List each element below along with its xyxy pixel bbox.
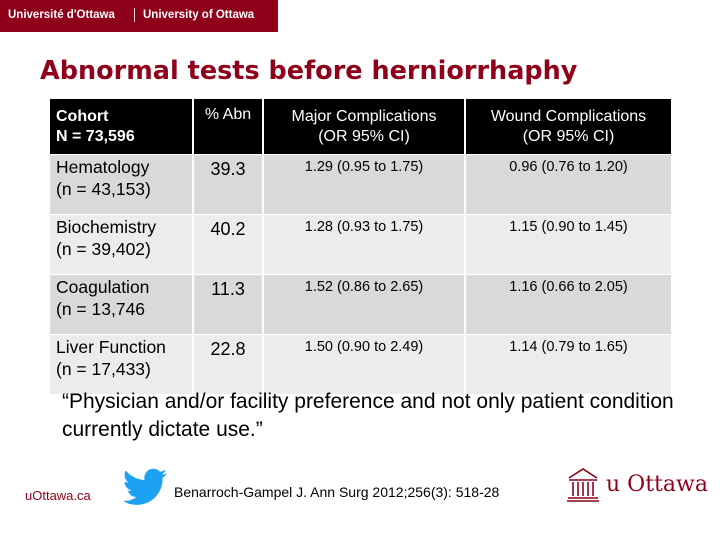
cohort-name: Hematology [56, 157, 150, 177]
header-cohort [50, 99, 193, 155]
abn-cell: 40.2 [193, 215, 263, 275]
header-wound-line2: (OR 95% CI) [522, 127, 615, 145]
header-abn-line1: % Abn [204, 106, 252, 123]
table-header-row [50, 99, 671, 155]
abn-cell: 11.3 [193, 275, 263, 335]
abn-cell: 22.8 [193, 335, 263, 395]
wound-cell: 1.15 (0.90 to 1.45) [465, 215, 671, 275]
table-row [50, 215, 671, 275]
major-cell: 1.52 (0.86 to 2.65) [263, 275, 465, 335]
results-table [50, 99, 671, 379]
site-link[interactable]: uOttawa.ca [25, 488, 91, 503]
quote-text: “Physician and/or facility preference and not only patient condition currently dictate use.” [62, 390, 674, 442]
cohort-count: (n = 43,153) [56, 178, 151, 199]
cohort-name: Liver Function [56, 337, 166, 357]
cohort-count: (n = 39,402) [56, 238, 151, 259]
header-cohort-line1: Cohort [56, 107, 109, 125]
wound-cell: 1.16 (0.66 to 2.05) [465, 275, 671, 335]
table-row [50, 275, 671, 335]
table-row [50, 335, 671, 395]
wound-cell: 0.96 (0.76 to 1.20) [465, 155, 671, 215]
header-label-english[interactable]: University of Ottawa [143, 9, 255, 21]
cohort-count: (n = 17,433) [56, 358, 151, 379]
slide-title: Abnormal tests before herniorrhaphy [40, 56, 578, 86]
header-major [263, 99, 465, 155]
citation-text: Benarroch-Gampel J. Ann Surg 2012;256(3): 518-28 [174, 484, 500, 500]
wound-cell: 1.14 (0.79 to 1.65) [465, 335, 671, 395]
header-major-line1: Major Complications [291, 107, 437, 125]
cohort-cell [50, 335, 193, 395]
major-cell: 1.28 (0.93 to 1.75) [263, 215, 465, 275]
major-cell: 1.50 (0.90 to 2.49) [263, 335, 465, 395]
header-wound [465, 99, 671, 155]
cohort-name: Biochemistry [56, 217, 157, 237]
twitter-bird-icon[interactable] [122, 468, 168, 508]
header-wound-line1: Wound Complications [490, 107, 647, 125]
cohort-cell [50, 155, 193, 215]
cohort-cell [50, 275, 193, 335]
cohort-cell [50, 215, 193, 275]
major-cell: 1.29 (0.95 to 1.75) [263, 155, 465, 215]
header-divider [134, 8, 135, 22]
building-icon [566, 466, 600, 502]
abn-cell: 39.3 [193, 155, 263, 215]
header-bar [0, 0, 278, 32]
table-row [50, 155, 671, 215]
uottawa-logo[interactable] [566, 466, 706, 506]
header-abn [193, 99, 263, 155]
header-cohort-line2: N = 73,596 [56, 127, 135, 145]
header-label-french[interactable]: Université d'Ottawa [8, 9, 115, 21]
logo-wordmark: u Ottawa [606, 472, 708, 497]
cohort-name: Coagulation [56, 277, 150, 297]
header-major-line2: (OR 95% CI) [318, 127, 410, 145]
cohort-count: (n = 13,746 [56, 298, 146, 319]
